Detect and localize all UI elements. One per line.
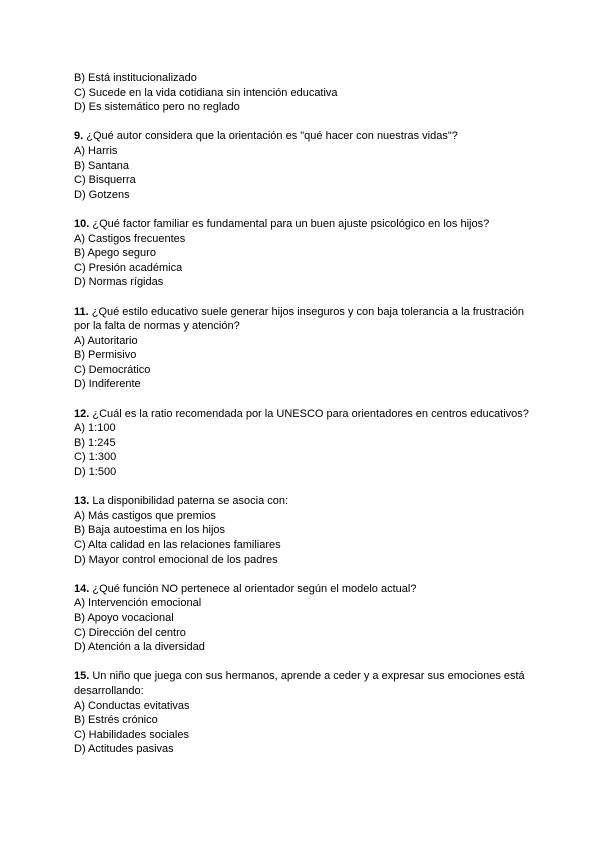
question-prompt: ¿Cuál es la ratio recomendada por la UNESCO para orientadores en centros educativos? bbox=[89, 407, 529, 420]
answer-option: D) 1:500 bbox=[74, 466, 117, 479]
question-number: 12. bbox=[74, 407, 90, 420]
answer-option: C) 1:300 bbox=[74, 451, 117, 464]
answer-option: B) Apego seguro bbox=[74, 247, 156, 260]
answer-option: C) Sucede en la vida cotidiana sin intención educativa bbox=[74, 86, 338, 99]
question-number: 15. bbox=[74, 670, 90, 683]
answer-option: C) Habilidades sociales bbox=[74, 728, 189, 741]
question-prompt: Un niño que juega con sus hermanos, aprende a ceder y a expresar sus emociones está desarrollando: bbox=[74, 670, 525, 697]
question-text bbox=[74, 669, 534, 698]
answer-option: D) Actitudes pasivas bbox=[74, 743, 174, 756]
answer-option: B) Apoyo vocacional bbox=[74, 611, 174, 624]
question-prompt: ¿Qué estilo educativo suele generar hijos inseguros y con baja tolerancia a la frustración por la falta de normas y atención? bbox=[74, 305, 525, 333]
answer-option: B) Santana bbox=[74, 159, 130, 172]
answer-option: D) Mayor control emocional de los padres bbox=[74, 553, 278, 566]
question-text bbox=[74, 305, 534, 334]
question-9 bbox=[74, 129, 534, 202]
answer-option: A) Autoritario bbox=[74, 334, 138, 347]
answer-option: A) 1:100 bbox=[74, 422, 116, 435]
question-number: 13. bbox=[74, 495, 90, 508]
answer-option: D) Indiferente bbox=[74, 378, 141, 391]
answer-option: C) Democrático bbox=[74, 363, 151, 376]
exam-page bbox=[74, 71, 534, 757]
question-13 bbox=[74, 494, 534, 567]
question-12 bbox=[74, 407, 534, 480]
answer-option: A) Castigos frecuentes bbox=[74, 232, 186, 245]
answer-option: D) Es sistemático pero no reglado bbox=[74, 101, 240, 114]
question-11 bbox=[74, 305, 534, 393]
question-prompt: ¿Qué factor familiar es fundamental para un buen ajuste psicológico en los hijos? bbox=[89, 217, 490, 230]
answer-option: D) Normas rígidas bbox=[74, 276, 164, 289]
question-text bbox=[74, 407, 534, 422]
question-prompt: ¿Qué autor considera que la orientación es "qué hacer con nuestras vidas"? bbox=[83, 130, 458, 143]
answer-option: A) Intervención emocional bbox=[74, 597, 202, 610]
answer-option: B) 1:245 bbox=[74, 436, 116, 449]
answer-option: C) Alta calidad en las relaciones familiares bbox=[74, 539, 281, 551]
answer-option: C) Presión académica bbox=[74, 261, 183, 274]
question-text bbox=[74, 582, 534, 597]
answer-option: D) Atención a la diversidad bbox=[74, 641, 205, 654]
question-number: 9. bbox=[74, 130, 84, 143]
answer-option: C) Dirección del centro bbox=[74, 626, 186, 639]
answer-option: B) Permisivo bbox=[74, 349, 137, 362]
question-15 bbox=[74, 669, 534, 757]
question-14 bbox=[74, 582, 534, 655]
answer-option: C) Bisquerra bbox=[74, 174, 136, 187]
answer-option: D) Gotzens bbox=[74, 188, 130, 201]
question-text bbox=[74, 129, 534, 144]
question-number: 14. bbox=[74, 582, 90, 595]
answer-option: A) Harris bbox=[74, 144, 118, 157]
answer-option: A) Conductas evitativas bbox=[74, 699, 190, 712]
answer-option: B) Estrés crónico bbox=[74, 714, 158, 727]
question-10 bbox=[74, 217, 534, 290]
question-number: 10. bbox=[74, 217, 90, 230]
intro-options-block bbox=[74, 71, 534, 115]
question-prompt: La disponibilidad paterna se asocia con: bbox=[89, 495, 289, 508]
question-text bbox=[74, 217, 534, 232]
answer-option: B) Está institucionalizado bbox=[74, 72, 197, 84]
answer-option: A) Más castigos que premios bbox=[74, 509, 216, 522]
question-text bbox=[74, 494, 534, 509]
question-number: 11. bbox=[74, 305, 89, 318]
question-prompt: ¿Qué función NO pertenece al orientador según el modelo actual? bbox=[89, 582, 417, 595]
answer-option: B) Baja autoestima en los hijos bbox=[74, 524, 226, 537]
